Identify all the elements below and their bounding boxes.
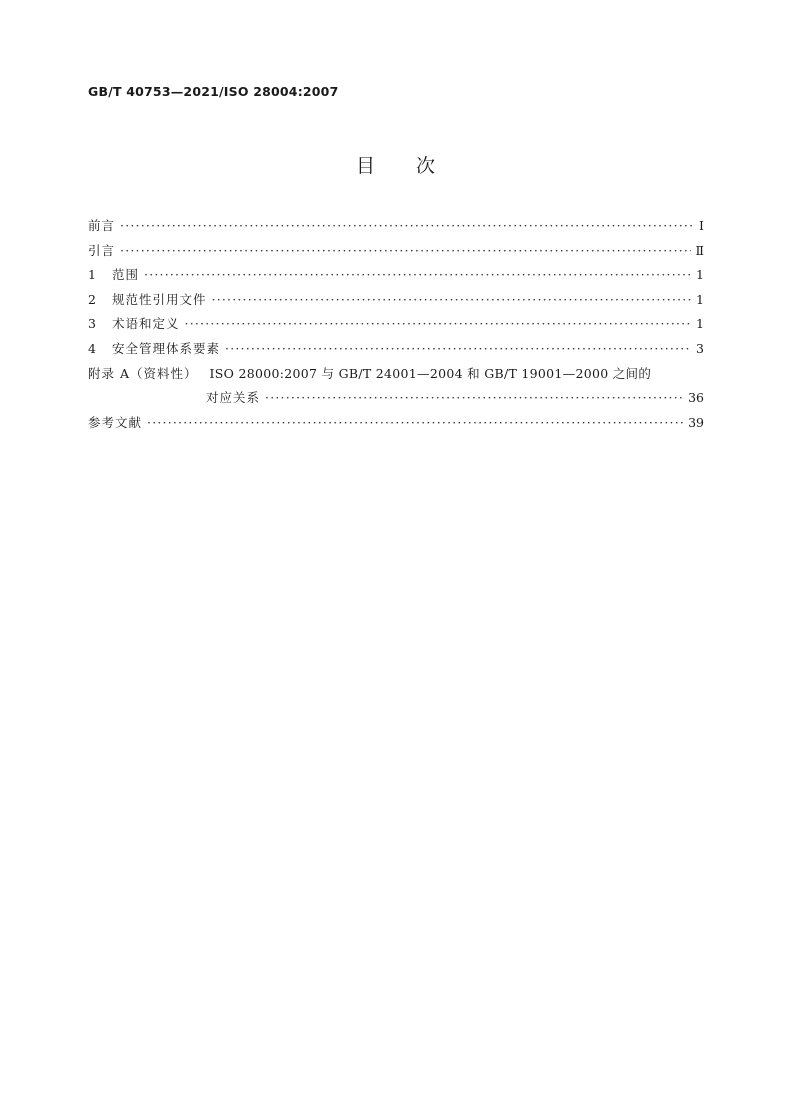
toc-leader-dots [185, 316, 692, 331]
toc-entry-label: 范围 [112, 267, 140, 283]
standard-number-header: GB/T 40753—2021/ISO 28004:2007 [88, 84, 339, 99]
toc-entry-normative-references[interactable] [88, 290, 704, 315]
toc-entry-bibliography[interactable] [88, 413, 704, 438]
toc-entry-number: 2 [88, 291, 96, 307]
toc-annex-title-line1: ISO 28000:2007 与 GB/T 24001—2004 和 GB/T 19001—2000 之间的 [209, 365, 652, 381]
toc-leader-dots [225, 341, 691, 356]
toc-entry-page: Ⅰ [699, 218, 704, 233]
toc-entry-annex-a[interactable] [88, 364, 704, 389]
toc-entry-scope[interactable] [88, 265, 704, 290]
toc-entry-number: 1 [88, 267, 96, 283]
toc-entry-number: 4 [88, 340, 96, 356]
toc-entry-page: 1 [696, 267, 704, 283]
toc-title-char-2: 次 [416, 155, 437, 177]
toc-entry-label: 安全管理体系要素 [112, 340, 221, 356]
toc-entry-page: Ⅱ [695, 242, 704, 258]
toc-leader-dots [120, 218, 694, 233]
toc-leader-dots [265, 390, 683, 405]
toc-leader-dots [212, 292, 692, 307]
toc-entry-label: 前言 [88, 218, 116, 233]
toc-entry-label: 参考文献 [88, 414, 143, 430]
toc-entry-page: 39 [688, 414, 704, 430]
toc-entry-annex-a-continuation[interactable] [88, 388, 704, 413]
toc-entry-security-management-elements[interactable] [88, 339, 704, 364]
toc-entry-page: 3 [696, 340, 704, 356]
toc-entry-page: 1 [696, 316, 704, 332]
toc-annex-title-line2: 对应关系 [206, 390, 261, 406]
toc-title [0, 151, 792, 178]
toc-annex-prefix: 附录 A（资料性） [88, 365, 198, 381]
toc-entry-label: 引言 [88, 242, 116, 258]
toc-entry-label: 术语和定义 [112, 316, 180, 332]
toc-entry-page: 36 [688, 390, 704, 406]
toc-leader-dots [144, 267, 691, 282]
toc-leader-dots [147, 415, 683, 430]
toc-entry-foreword[interactable] [88, 216, 704, 241]
toc-entry-number: 3 [88, 316, 96, 332]
toc-entry-terms-definitions[interactable] [88, 314, 704, 339]
toc-entry-label: 规范性引用文件 [112, 291, 207, 307]
toc-entry-introduction[interactable] [88, 241, 704, 266]
toc-title-char-1: 目 [355, 155, 376, 177]
toc-leader-dots [120, 243, 690, 258]
table-of-contents [88, 216, 704, 437]
toc-entry-page: 1 [696, 291, 704, 307]
